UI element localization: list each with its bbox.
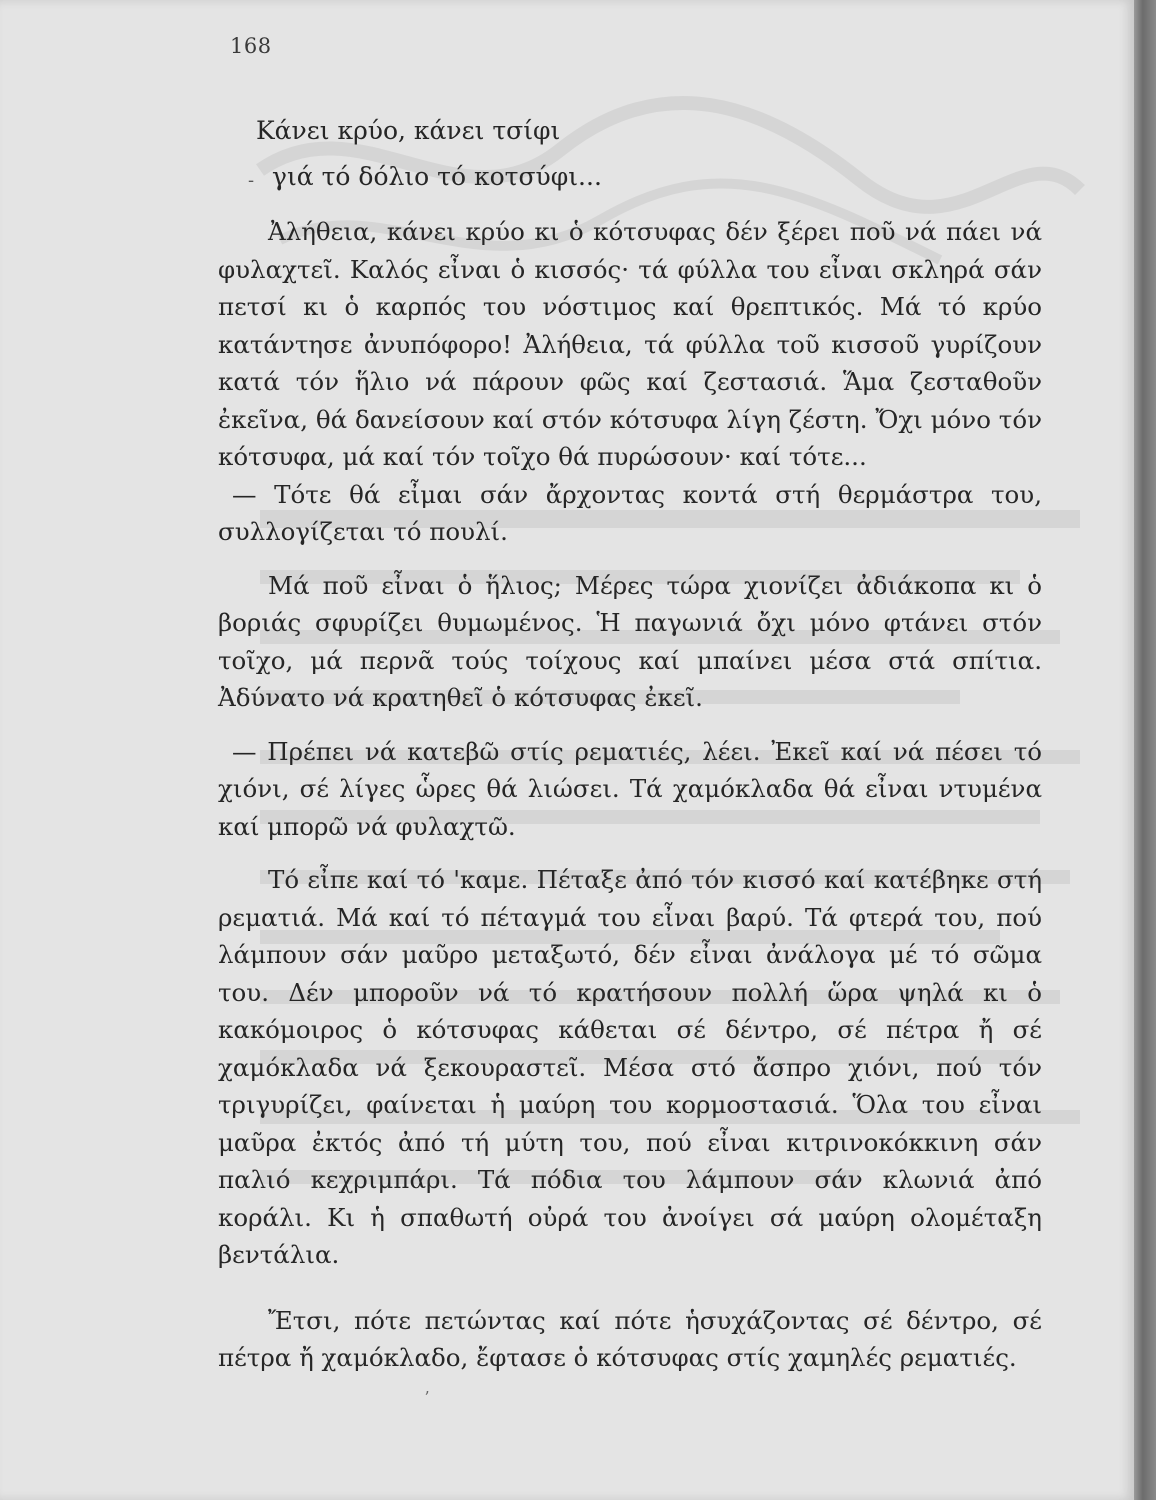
dialogue-paragraph: — Πρέπει νά κατεβῶ στίς ρεματιές, λέει. Ἐκεῖ καί νά πέσει τό χιόνι, σέ λίγες ὧρες θά λιώσει. Τά χαμόκλαδα θά εἶναι ντυμένα καί μπορῶ νά φυλαχτῶ. <box>218 736 1042 841</box>
page-number: 168 <box>230 34 272 58</box>
stray-ink-mark: ʼ <box>424 1388 430 1407</box>
paragraph: Ἀλήθεια, κάνει κρύο κι ὁ κότσυφας δέν ξέρει ποῦ νά πάει νά φυλαχτεῖ. Καλός εἶναι ὁ κισσός· τά φύλλα του εἶναι σκληρά σάν πετσί κι ὁ καρπός του νόστιμος καί θρεπτικός. Μά τό κρύο κατάντησε ἀνυπόφορο! Ἀλήθεια, τά φύλλα τοῦ κισσοῦ γυρίζουν κατά τόν ἥλιο νά πάρουν φῶς καί ζεστασιά. Ἅμα ζεσταθοῦν ἐκεῖνα, θά δανείσουν καί στόν κότσυφα λίγη ζέστη. Ὄχι μόνο τόν κότσυφα, μά καί τόν τοῖχο θά πυρώσουν· καί τότε... <box>218 217 1042 471</box>
verse-line: γιά τό δόλιο τό κοτσύφι... <box>272 162 602 191</box>
body-text <box>218 213 1042 1377</box>
page-edge <box>1134 0 1156 1500</box>
dialogue-paragraph: — Τότε θά εἶμαι σάν ἄρχοντας κοντά στή θερμάστρα του, συλλογίζεται τό πουλί. <box>218 479 1042 546</box>
paragraph: Ἔτσι, πότε πετώντας καί πότε ἡσυχάζοντας σέ δέντρο, σέ πέτρα ἤ χαμόκλαδο, ἔφτασε ὁ κότσυφας στίς χαμηλές ρεματιές. <box>218 1305 1042 1372</box>
verse-block <box>218 108 1038 200</box>
paragraph: Μά ποῦ εἶναι ὁ ἥλιος; Μέρες τώρα χιονίζει ἀδιάκοπα κι ὁ βοριάς σφυρίζει θυμωμένος. Ἡ παγωνιά ὄχι μόνο φτάνει στόν τοῖχο, μά περνᾶ τούς τοίχους καί μπαίνει μέσα στά σπίτια. Ἀδύνατο νά κρατηθεῖ ὁ κότσυφας ἐκεῖ. <box>218 570 1042 712</box>
paragraph: Τό εἶπε καί τό 'καμε. Πέταξε ἀπό τόν κισσό καί κατέβηκε στή ρεματιά. Μά καί τό πέταγμά του εἶναι βαρύ. Τά φτερά του, πού λάμπουν σάν μαῦρο μεταξωτό, δέν εἶναι ἀνάλογα μέ τό σῶμα του. Δέν μποροῦν νά τό κρατήσουν πολλή ὥρα ψηλά κι ὁ κακόμοιρος ὁ κότσυφας κάθεται σέ δέντρο, σέ πέτρα ἤ σέ χαμόκλαδα νά ξεκουραστεῖ. Μέσα στό ἄσπρο χιόνι, πού τόν τριγυρίζει, φαίνεται ἡ μαύρη του κορμοστασιά. Ὅλα του εἶναι μαῦρα ἐκτός ἀπό τή μύτη του, πού εἶναι κιτρινοκόκκινη σάν παλιό κεχριμπάρι. Τά πόδια του λάμπουν σάν κλωνιά ἀπό κοράλι. Κι ἡ σπαθωτή οὐρά του ἀνοίγει σά μαύρη ολομέταξη βεντάλια. <box>218 865 1042 1269</box>
stray-dash-mark: - <box>248 170 255 191</box>
verse-line: Κάνει κρύο, κάνει τσίφι <box>256 116 561 145</box>
